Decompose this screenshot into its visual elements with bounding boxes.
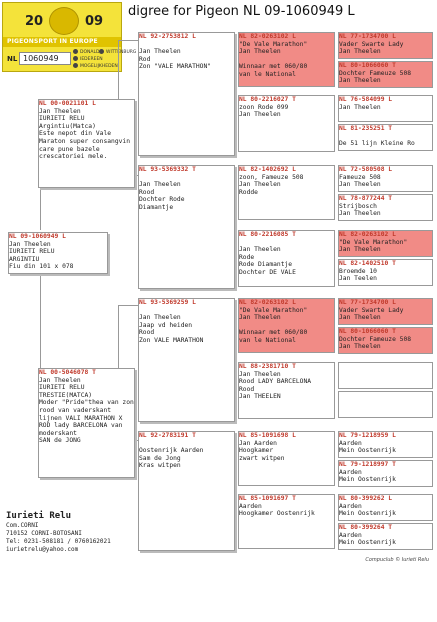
card-line: Zon VALE MARATHON	[139, 336, 204, 344]
card-line: Broemde 10	[339, 267, 377, 275]
card-line: Jan THEELEN	[239, 393, 281, 401]
card-line: Winnaar met 060/80	[239, 63, 308, 71]
card-line: Dochter Fameuze 508	[339, 335, 412, 343]
card-line: Jan Theelen	[139, 181, 181, 189]
logo-ring-field: 1060949	[19, 52, 71, 65]
card-line: Sam de Jong	[139, 454, 181, 462]
card-line: Moder "Pride"thea van zon rood van vaderskant lijnen VALI MARATHON X ROD lady BARCELONA van moderskant	[39, 399, 134, 437]
ring-number: NL 78-877244 T	[339, 195, 393, 202]
card-line: Jan Theelen	[339, 181, 381, 189]
tree-connector	[118, 305, 138, 373]
pigeon-card-gen4[interactable]	[338, 523, 433, 550]
card-line: Diamantje	[139, 203, 174, 211]
card-line: Mein Oostenrijk	[339, 539, 396, 547]
ring-number: NL 80-399264 T	[339, 524, 393, 531]
card-line: Jan Theelen	[39, 376, 81, 384]
card-line: De 51 lijn Kleine Ro	[339, 140, 415, 148]
card-line: zwart witpen	[239, 454, 285, 462]
ring-number: NL 80-1066060 T	[339, 328, 396, 335]
card-line: Oostenrijk Aarden	[139, 447, 204, 455]
card-line: Dochter Rode	[139, 196, 185, 204]
logo-year-left: 20	[25, 14, 44, 29]
ring-number: NL 79-1218959 L	[339, 432, 396, 439]
card-line: Winnaar met 060/80	[239, 329, 308, 337]
sponsor-badge: WITTENBURG	[99, 49, 147, 56]
card-line: Jan Theelen	[339, 343, 381, 351]
ring-number: NL 79-1218997 T	[339, 461, 396, 468]
pigeon-card-gen4[interactable]	[338, 431, 433, 458]
card-line: Vader Swarte Lady	[339, 40, 404, 48]
card-line: Rodde	[239, 188, 258, 196]
ring-number: NL 76-584099 L	[339, 96, 393, 103]
ring-number: NL 72-580508 L	[339, 166, 393, 173]
logo-band: PIGEONSPORT IN EUROPE	[3, 37, 121, 47]
card-line: Jan Theelen	[239, 111, 281, 119]
card-line: Dochter Fameuze 508	[339, 69, 412, 77]
card-line: Aarden	[339, 439, 362, 447]
pigeon-card-gen3[interactable]	[238, 494, 335, 549]
card-line: Aarden	[239, 502, 262, 510]
card-line: Zon "VALE MARATHON"	[139, 63, 212, 71]
ring-number: NL 88-2381710 T	[239, 363, 296, 370]
pigeon-card-gen3[interactable]	[238, 95, 335, 152]
card-line: TRESTIE(MATCA)	[39, 391, 93, 399]
card-line: Fiu din 101 x 078	[9, 263, 74, 271]
footer-credit: Compuclub © Iurieti Relu	[365, 557, 429, 563]
ring-number: NL 92-2753812 L	[139, 33, 196, 40]
card-line: Aarden	[339, 531, 362, 539]
ring-number: NL 92-2783191 T	[139, 432, 196, 439]
card-line: IURIETI RELU	[39, 115, 85, 123]
card-line: Rood LADY BARCELONA	[239, 378, 312, 386]
card-line: Rood	[239, 385, 255, 393]
ring-number: NL 80-2216027 T	[239, 96, 296, 103]
card-line: Jan Aarden	[239, 439, 277, 447]
card-line: "De Vale Marathon"	[239, 306, 308, 314]
card-line: van le National	[239, 70, 296, 78]
pigeon-card-gen3[interactable]	[238, 230, 335, 287]
breeder-phone: Tel: 0231-508181 / 0760162021	[6, 538, 111, 545]
card-line: Jan Theelen	[139, 48, 181, 56]
ring-number: NL 00-5046078 T	[39, 369, 96, 376]
card-line: Jan Theelen	[139, 314, 181, 322]
card-line: Vader Swarte Lady	[339, 306, 404, 314]
ring-number: NL 82-1402510 T	[339, 260, 396, 267]
card-line: Mein Oostenrijk	[339, 476, 396, 484]
card-line: Rode Diamantje	[239, 261, 293, 269]
ring-number: NL 82-1402692 L	[239, 166, 296, 173]
card-line: Mein Oostenrijk	[339, 447, 396, 455]
pigeon-card-gen3[interactable]	[238, 32, 335, 87]
card-line: Jan Theelen	[339, 48, 381, 56]
ring-number: NL 82-0263102 L	[339, 231, 396, 238]
ring-number: NL 09-1060949 L	[9, 233, 66, 240]
card-line: Rood	[139, 188, 155, 196]
card-line: Jan Theelen	[239, 181, 281, 189]
card-line: Jan Theelen	[339, 314, 381, 322]
card-line: Argintiu(Matca)	[39, 122, 96, 130]
card-line: Fameuze 508	[339, 173, 381, 181]
card-line: "De Vale Marathon"	[239, 40, 308, 48]
card-line: ARGINTIU	[9, 255, 40, 263]
pigeon-emblem-icon	[49, 7, 79, 35]
pigeon-card-gen4[interactable]	[338, 61, 433, 88]
ring-number: NL 81-235251 T	[339, 125, 393, 132]
breeder-line: Com.CORNI	[6, 522, 39, 529]
pigeon-card-gen4[interactable]	[338, 259, 433, 286]
pigeon-card-gen3[interactable]	[238, 298, 335, 353]
ring-number: NL 80-399262 L	[339, 495, 393, 502]
pigeon-card-gen4[interactable]	[338, 124, 433, 151]
ring-number: NL 77-1734700 L	[339, 33, 396, 40]
card-line: Jan Theelen	[339, 210, 381, 218]
card-line: Jan Teelen	[339, 275, 377, 283]
pigeon-card-gen4[interactable]	[338, 230, 433, 257]
breeder-email[interactable]: iurietrelu@yahoo.com	[6, 546, 79, 553]
card-line: Rod	[139, 55, 151, 63]
card-line: Strijbosch	[339, 202, 377, 210]
pigeon-card-gen2[interactable]	[138, 431, 235, 551]
card-line: Jan Theelen	[39, 107, 81, 115]
logo-nl-label: NL	[7, 55, 18, 63]
tree-connector	[40, 275, 41, 370]
pigeon-card-dam[interactable]	[38, 368, 135, 478]
ring-number: NL 82-0263102 L	[239, 299, 296, 306]
card-line: zoon Rode 099	[239, 103, 289, 111]
pigeon-card-gen2[interactable]	[138, 32, 235, 156]
card-line: Este nepot din Vale Maraton super consangvin care pune bazele crescatoriei mele.	[39, 130, 130, 161]
pigeonsport-logo	[2, 2, 137, 72]
pigeon-card-gen4-empty[interactable]	[338, 362, 433, 389]
pigeon-card-gen4[interactable]	[338, 460, 433, 487]
card-line: Jan Theelen	[9, 240, 51, 248]
card-line: Jan Theelen	[239, 314, 281, 322]
pigeon-card-gen2[interactable]	[138, 298, 235, 422]
card-line: Jan Theelen	[339, 103, 381, 111]
ring-number: NL 85-1091697 T	[239, 495, 296, 502]
card-line: Hoogkamer	[239, 447, 274, 455]
pigeon-card-subject[interactable]	[8, 232, 108, 274]
card-line: Kras witpen	[139, 462, 181, 470]
ring-number: NL 93-5369259 L	[139, 299, 196, 306]
pigeon-card-gen4[interactable]	[338, 194, 433, 221]
pigeon-card-gen2[interactable]	[138, 165, 235, 289]
card-line: SAN de JONG	[39, 437, 81, 445]
breeder-info	[6, 510, 136, 554]
ring-number: NL 82-0263102 L	[239, 33, 296, 40]
card-line: Jan Theelen	[339, 246, 381, 254]
pigeon-card-gen3[interactable]	[238, 431, 335, 486]
pigeon-card-gen4[interactable]	[338, 95, 433, 122]
sponsor-badge: IEDEREEN	[73, 56, 121, 63]
card-line: zoon, Fameuze 508	[239, 173, 304, 181]
card-line: "De Vale Marathon"	[339, 238, 408, 246]
pigeon-card-gen4[interactable]	[338, 327, 433, 354]
card-line: Mein Oostenrijk	[339, 510, 396, 518]
card-line: Jan Theelen	[339, 77, 381, 85]
card-line: Jan Theelen	[239, 370, 281, 378]
card-line: Rode	[239, 253, 255, 261]
ring-number: NL 85-1091698 L	[239, 432, 296, 439]
breeder-line: 710152 CORNI-BOTOSANI	[6, 530, 82, 537]
card-line: Rood	[139, 329, 155, 337]
ring-number: NL 93-5369332 T	[139, 166, 196, 173]
card-line: Dochter DE VALE	[239, 268, 296, 276]
card-line: Jan Theelen	[239, 48, 281, 56]
card-line: IURIETI RELU	[9, 248, 55, 256]
sponsor-badge: MOGELIJKHEDEN	[73, 63, 121, 70]
ring-number: NL 80-2216085 T	[239, 231, 296, 238]
ring-number: NL 77-1734700 L	[339, 299, 396, 306]
card-line: van le National	[239, 336, 296, 344]
card-line: Jan Theelen	[239, 246, 281, 254]
ring-number: NL 00-0021101 L	[39, 100, 96, 107]
page-title: digree for Pigeon NL 09-1060949 L	[128, 4, 355, 19]
sponsor-badge: DONALD	[73, 49, 121, 56]
pigeon-card-gen4-empty[interactable]	[338, 391, 433, 418]
tree-connector	[118, 40, 138, 102]
pigeon-card-gen3[interactable]	[238, 165, 335, 220]
pigeon-card-gen3[interactable]	[238, 362, 335, 419]
pigeon-card-sire[interactable]	[38, 99, 135, 188]
ring-number: NL 80-1066060 T	[339, 62, 396, 69]
logo-year-right: 09	[85, 14, 104, 29]
pigeon-card-gen4[interactable]	[338, 494, 433, 521]
card-line: Jaap vd heiden	[139, 321, 193, 329]
pigeon-card-gen4[interactable]	[338, 298, 433, 325]
pigeon-card-gen4[interactable]	[338, 165, 433, 192]
breeder-name: Iurieti Relu	[6, 511, 72, 521]
card-line: Aarden	[339, 468, 362, 476]
pigeon-card-gen4[interactable]	[338, 32, 433, 59]
card-line: Aarden	[339, 502, 362, 510]
card-line: IURIETI RELU	[39, 384, 85, 392]
card-line: Hoogkamer Oostenrijk	[239, 510, 315, 518]
